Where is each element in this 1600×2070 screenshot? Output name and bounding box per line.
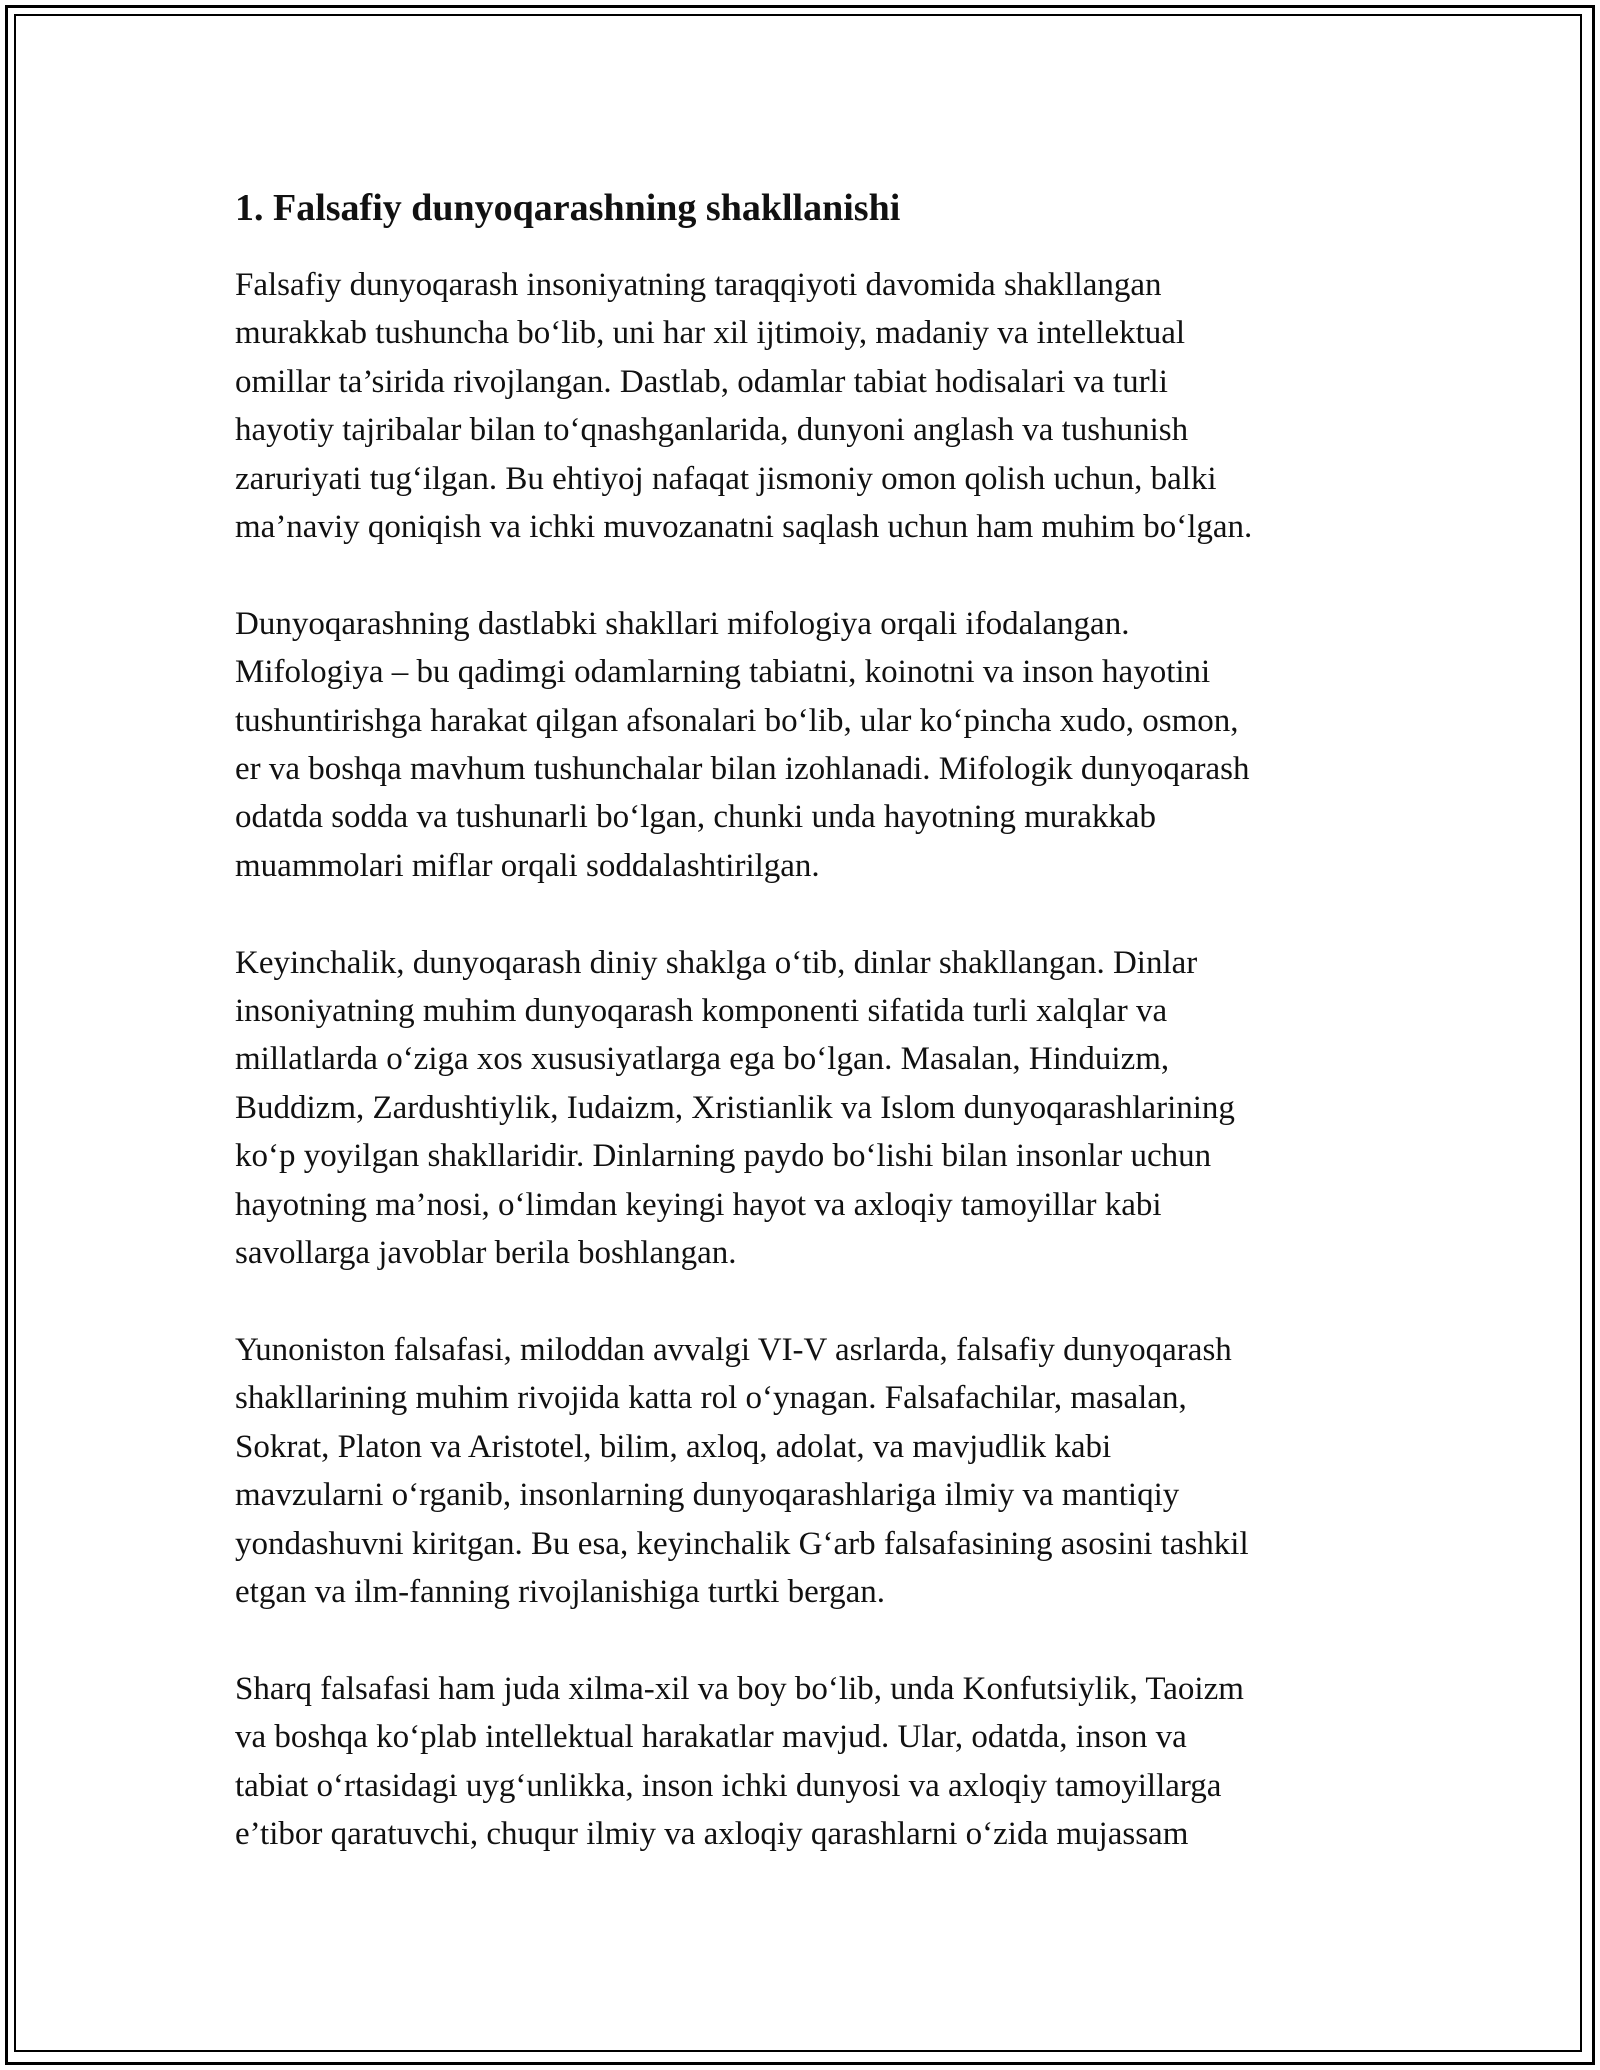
paragraph-4 <box>235 1326 1380 1616</box>
text-line: omillar ta’sirida rivojlangan. Dastlab, odamlar tabiat hodisalari va turli <box>235 363 1168 400</box>
text-line: savollarga javoblar berila boshlangan. <box>235 1235 737 1272</box>
paragraph-2 <box>235 600 1380 890</box>
text-line: Sharq falsafasi ham juda xilma-xil va boy bo‘lib, unda Konfutsiylik, Taoizm <box>235 1670 1244 1707</box>
paragraph-3 <box>235 939 1380 1278</box>
text-line: muammolari miflar orqali soddalashtirilgan. <box>235 847 820 884</box>
text-line: murakkab tushuncha bo‘lib, uni har xil ijtimoiy, madaniy va intellektual <box>235 315 1186 352</box>
section-heading: 1. Falsafiy dunyoqarashning shakllanishi <box>235 187 901 229</box>
paragraph-5 <box>235 1665 1380 1859</box>
text-line: er va boshqa mavhum tushunchalar bilan izohlanadi. Mifologik dunyoqarash <box>235 751 1250 788</box>
paragraph-1 <box>235 261 1380 551</box>
text-line: millatlarda o‘ziga xos xususiyatlarga ega bo‘lgan. Masalan, Hinduizm, <box>235 1041 1170 1078</box>
text-line: Yunoniston falsafasi, miloddan avvalgi VI-V asrlarda, falsafiy dunyoqarash <box>235 1331 1232 1368</box>
text-line: yondashuvni kiritgan. Bu esa, keyinchalik G‘arb falsafasining asosini tashkil <box>235 1525 1249 1562</box>
text-line: shakllarining muhim rivojida katta rol o‘ynagan. Falsafachilar, masalan, <box>235 1380 1187 1417</box>
text-line: mavzularni o‘rganib, insonlarning dunyoqarashlariga ilmiy va mantiqiy <box>235 1477 1180 1514</box>
text-line: Mifologiya – bu qadimgi odamlarning tabiatni, koinotni va inson hayotini <box>235 654 1211 691</box>
text-line: ma’naviy qoniqish va ichki muvozanatni saqlash uchun ham muhim bo‘lgan. <box>235 509 1253 546</box>
text-line: etgan va ilm-fanning rivojlanishiga turtki bergan. <box>235 1573 886 1610</box>
text-line: tabiat o‘rtasidagi uyg‘unlikka, inson ichki dunyosi va axloqiy tamoyillarga <box>235 1767 1222 1804</box>
document-page <box>235 185 1380 1907</box>
text-line: zaruriyati tug‘ilgan. Bu ehtiyoj nafaqat jismoniy omon qolish uchun, balki <box>235 460 1217 497</box>
text-line: hayotning ma’nosi, o‘limdan keyingi hayot va axloqiy tamoyillar kabi <box>235 1186 1162 1223</box>
text-line: Falsafiy dunyoqarash insoniyatning taraqqiyoti davomida shakllangan <box>235 267 1162 303</box>
text-line: e’tibor qaratuvchi, chuqur ilmiy va axloqiy qarashlarni o‘zida mujassam <box>235 1815 1189 1852</box>
text-line: ko‘p yoyilgan shakllaridir. Dinlarning paydo bo‘lishi bilan insonlar uchun <box>235 1138 1212 1175</box>
text-line: Buddizm, Zardushtiylik, Iudaizm, Xristianlik va Islom dunyoqarashlarining <box>235 1089 1235 1126</box>
text-line: hayotiy tajribalar bilan to‘qnashganlarida, dunyoni anglash va tushunish <box>235 412 1189 449</box>
text-line: insoniyatning muhim dunyoqarash komponenti sifatida turli xalqlar va <box>235 993 1168 1030</box>
text-line: va boshqa ko‘plab intellektual harakatlar mavjud. Ular, odatda, inson va <box>235 1719 1187 1756</box>
text-line: Sokrat, Platon va Aristotel, bilim, axloq, adolat, va mavjudlik kabi <box>235 1428 1112 1465</box>
text-line: tushuntirishga harakat qilgan afsonalari bo‘lib, ular ko‘pincha xudo, osmon, <box>235 702 1239 739</box>
text-line: Dunyoqarashning dastlabki shakllari mifologiya orqali ifodalangan. <box>235 605 1130 642</box>
text-line: Keyinchalik, dunyoqarash diniy shaklga o‘tib, dinlar shakllangan. Dinlar <box>235 944 1198 981</box>
text-line: odatda sodda va tushunarli bo‘lgan, chunki unda hayotning murakkab <box>235 799 1157 836</box>
